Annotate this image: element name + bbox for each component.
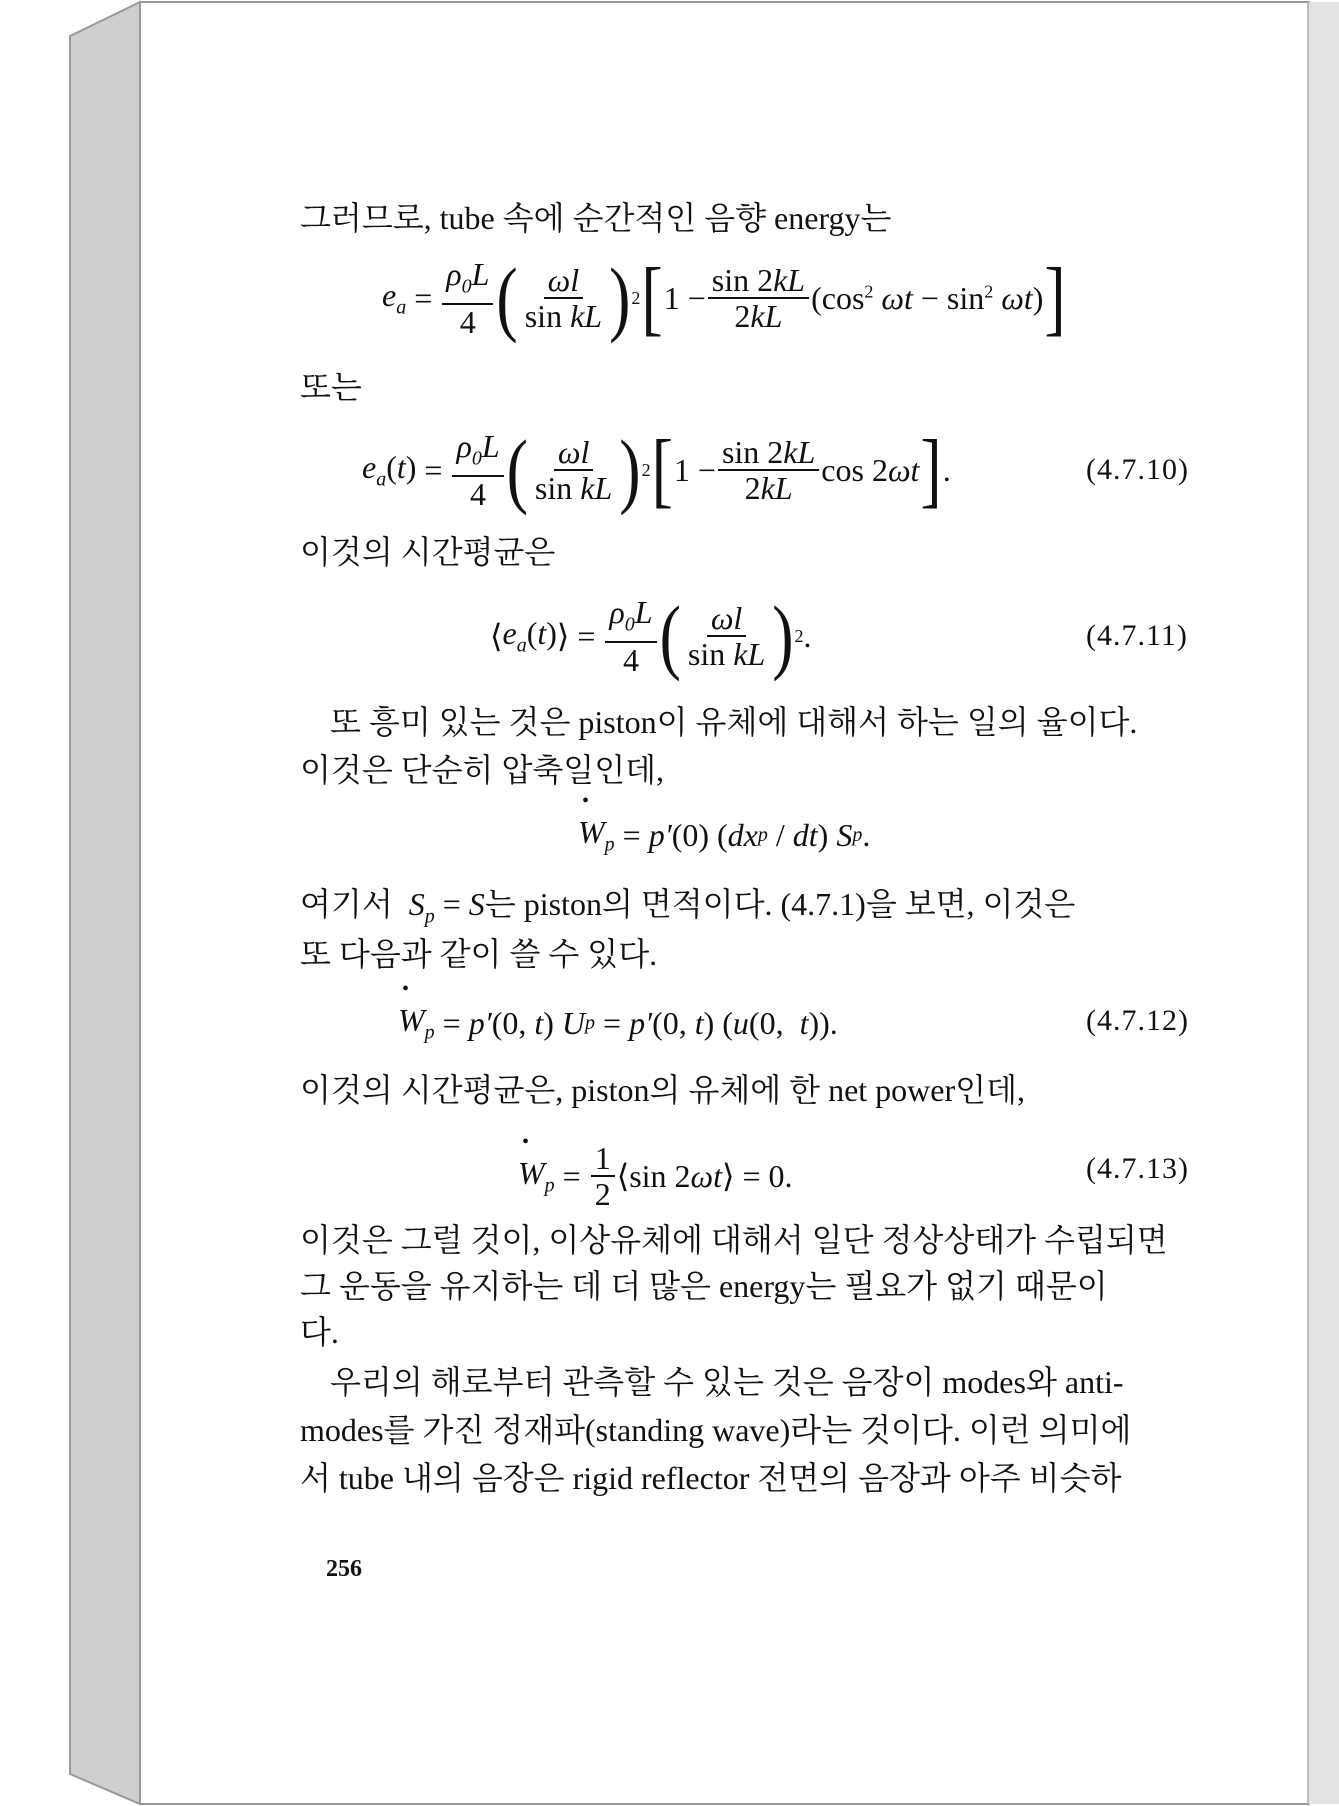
paragraph-line: 이것의 시간평균은, piston의 유체에 한 net power인데, <box>300 1072 1025 1108</box>
equation-number: (4.7.12) <box>1086 1004 1189 1037</box>
paragraph-line: 또 다음과 같이 쓸 수 있다. <box>300 936 658 972</box>
equation-time-average: ⟨ $e_a(t)$ ⟩ = $\frac{\rho_0L}{4}$ ( $\frac{\omega l}{\text{sin kL}}$ ) 2 . <box>490 589 812 682</box>
equation-number: (4.7.11) <box>1086 619 1188 652</box>
equation-ea: $e_a$ = $\frac{\rho_0L}{4}$ ( $\frac{\omega l}{\text{sin kL}}$ ) 2 [ 1 − $\frac{\sin 2kL}{2kL}$ ($\cos^2$ ωt − $\sin^2$ ωt ) ] <box>382 251 1066 344</box>
paragraph-line: 이것의 시간평균은 <box>300 534 556 570</box>
equation-power-velocity: • $W_p$ = p′ (0, t ) U p = p′ (0, t ) ( u (0, t )). <box>398 998 838 1048</box>
paragraph-line: 또 흥미 있는 것은 piston이 유체에 대해서 하는 일의 율이다. <box>330 704 1138 740</box>
page-content <box>140 2 1309 1802</box>
equation-ea-t: $e_a(t)$ = $\frac{\rho_0L}{4}$ ( $\frac{\omega l}{\text{sin kL}}$ ) 2 [ 1 − $\frac{\sin 2kL}{2kL}$ cos 2 ωt ] . <box>362 423 951 516</box>
paragraph-line: 그러므로, tube 속에 순간적인 음향 energy는 <box>300 200 892 236</box>
paragraph-line: 이것은 그럴 것이, 이상유체에 대해서 일단 정상상태가 수립되면 <box>300 1222 1168 1258</box>
paragraph-line: modes를 가진 정재파(standing wave)라는 것이다. 이런 의미에 <box>300 1412 1132 1448</box>
equation-net-power: • $W_p$ = $\frac{1}{2}$ ⟨sin 2 ωt ⟩ = 0. <box>518 1136 793 1216</box>
equation-number: (4.7.10) <box>1086 453 1189 486</box>
paragraph-line: 또는 <box>300 369 362 405</box>
paragraph-line: 그 운동을 유지하는 데 더 많은 energy는 필요가 없기 때문이 <box>300 1268 1108 1304</box>
paragraph-line: 우리의 해로부터 관측할 수 있는 것은 음장이 modes와 anti- <box>330 1364 1124 1400</box>
equation-number: (4.7.13) <box>1086 1152 1189 1185</box>
page-number: 256 <box>326 1556 362 1582</box>
paragraph-line: 서 tube 내의 음장은 rigid reflector 전면의 음장과 아주 비슷하 <box>300 1460 1122 1496</box>
paragraph-line: 이것은 단순히 압축일인데, <box>300 752 665 788</box>
paragraph-line: 여기서 $S_p = S$는 piston의 면적이다. (4.7.1)을 보면, 이것은 <box>300 886 1076 928</box>
paragraph-line: 다. <box>300 1314 339 1350</box>
equation-power: • $W_p$ = p′ (0) ( dx p / dt ) S p . <box>578 810 870 860</box>
